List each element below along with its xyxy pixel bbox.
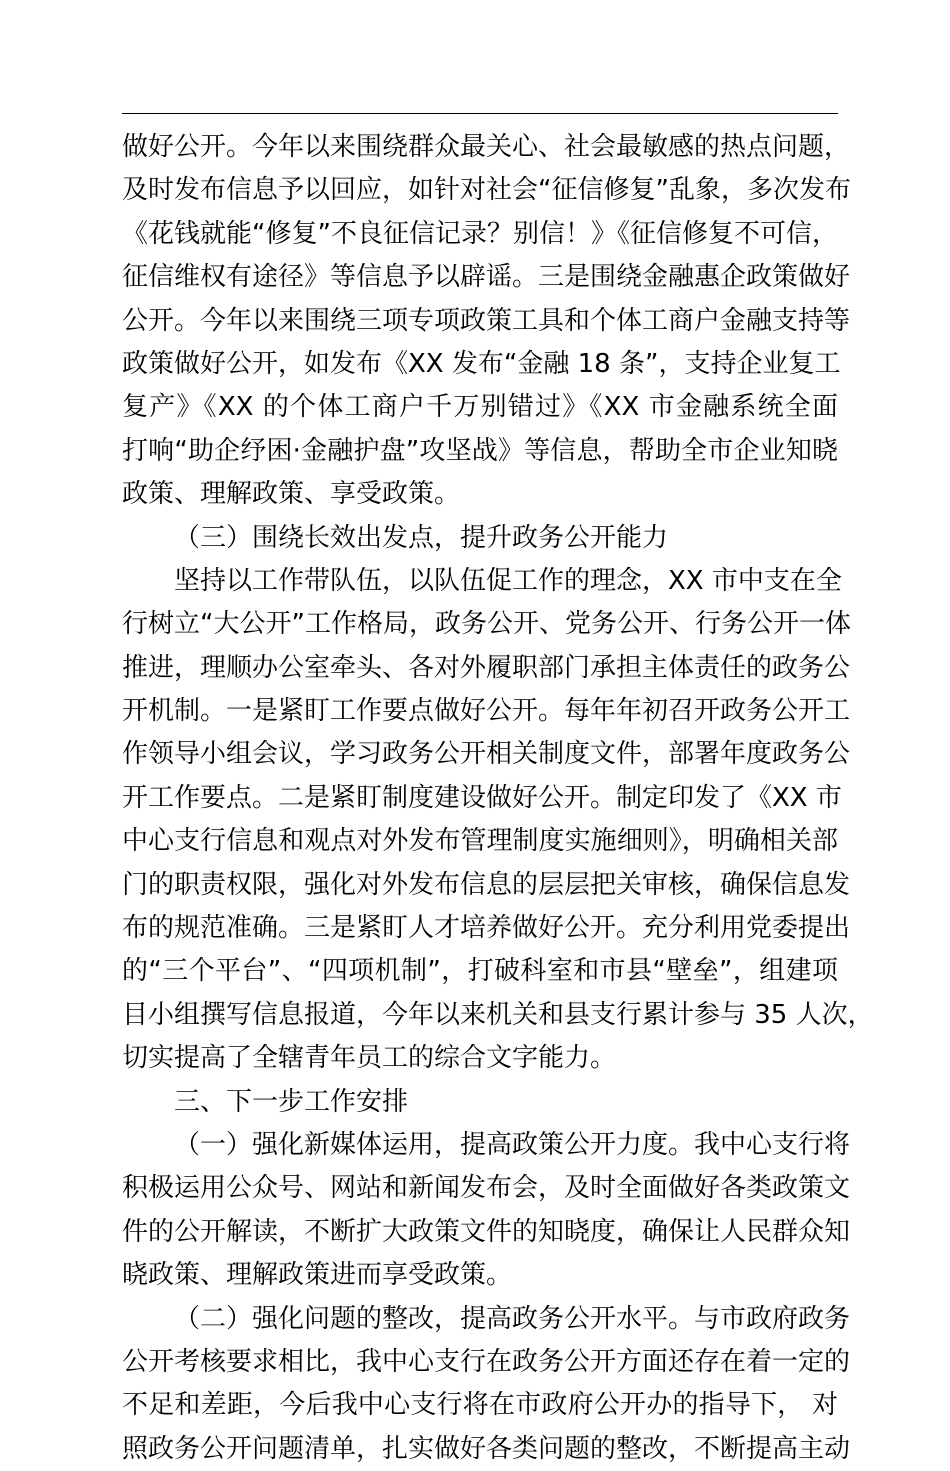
text-line: 晓政策、理解政策进而享受政策。 — [122, 1260, 513, 1291]
text-line: 及时发布信息予以回应，如针对社会“征信修复”乱象，多次发布 — [122, 175, 851, 206]
text-line: 布的规范准确。三是紧盯人才培养做好公开。充分利用党委提出 — [122, 913, 851, 944]
body-text — [122, 126, 874, 1471]
text-line: 公开考核要求相比，我中心支行在政务公开方面还存在着一定的 — [122, 1346, 851, 1377]
text-line: 切实提高了全辖青年员工的综合文字能力。 — [122, 1043, 617, 1074]
text-line: 的“三个平台”、“四项机制”，打破科室和市县“壁垒”，组建项 — [122, 956, 838, 987]
text-line: 《花钱就能“修复”不良征信记录？别信！》《征信修复不可信， — [122, 218, 838, 249]
header-rule — [122, 113, 838, 114]
text-line: 三、下一步工作安排 — [174, 1086, 409, 1117]
text-line: 照政务公开问题清单，扎实做好各类问题的整改，不断提高主动 — [122, 1433, 851, 1464]
text-line: 政策做好公开，如发布《XX 发布“金融 18 条”，支持企业复工 — [122, 348, 841, 379]
text-line: 坚持以工作带队伍，以队伍促工作的理念，XX 市中支在全 — [174, 565, 842, 596]
text-line: 不足和差距，今后我中心支行将在市政府公开办的指导下， 对 — [122, 1390, 838, 1421]
text-line: 打响“助企纾困·金融护盘”攻坚战》等信息，帮助全市企业知晓 — [122, 435, 838, 466]
text-line: 中心支行信息和观点对外发布管理制度实施细则》，明确相关部 — [122, 826, 838, 857]
text-line: 征信维权有途径》等信息予以辟谣。三是围绕金融惠企政策做好 — [122, 262, 851, 293]
text-line: 开机制。一是紧盯工作要点做好公开。每年年初召开政务公开工 — [122, 696, 851, 727]
text-line: （二）强化问题的整改，提高政务公开水平。与市政府政务 — [174, 1303, 851, 1334]
text-line: （三）围绕长效出发点，提升政务公开能力 — [174, 522, 669, 553]
text-line: 目小组撰写信息报道，今年以来机关和县支行累计参与 35 人次， — [122, 999, 874, 1030]
text-line: 开工作要点。二是紧盯制度建设做好公开。制定印发了《XX 市 — [122, 782, 842, 813]
text-line: （一）强化新媒体运用，提高政策公开力度。我中心支行将 — [174, 1129, 851, 1160]
text-line: 做好公开。今年以来围绕群众最关心、社会最敏感的热点问题， — [122, 132, 851, 162]
text-line: 积极运用公众号、网站和新闻发布会，及时全面做好各类政策文 — [122, 1173, 851, 1204]
text-line: 推进，理顺办公室牵头、各对外履职部门承担主体责任的政务公 — [122, 652, 851, 683]
text-line: 件的公开解读，不断扩大政策文件的知晓度，确保让人民群众知 — [122, 1216, 851, 1247]
text-line: 门的职责权限，强化对外发布信息的层层把关审核，确保信息发 — [122, 869, 851, 900]
text-line: 政策、理解政策、享受政策。 — [122, 479, 461, 510]
text-line: 行树立“大公开”工作格局，政务公开、党务公开、行务公开一体 — [122, 609, 851, 640]
text-line: 公开。今年以来围绕三项专项政策工具和个体工商户金融支持等 — [122, 305, 851, 336]
text-line: 作领导小组会议，学习政务公开相关制度文件，部署年度政务公 — [122, 739, 851, 770]
text-line: 复产》《XX 的个体工商户千万别错过》《XX 市金融系统全面 — [122, 392, 838, 423]
